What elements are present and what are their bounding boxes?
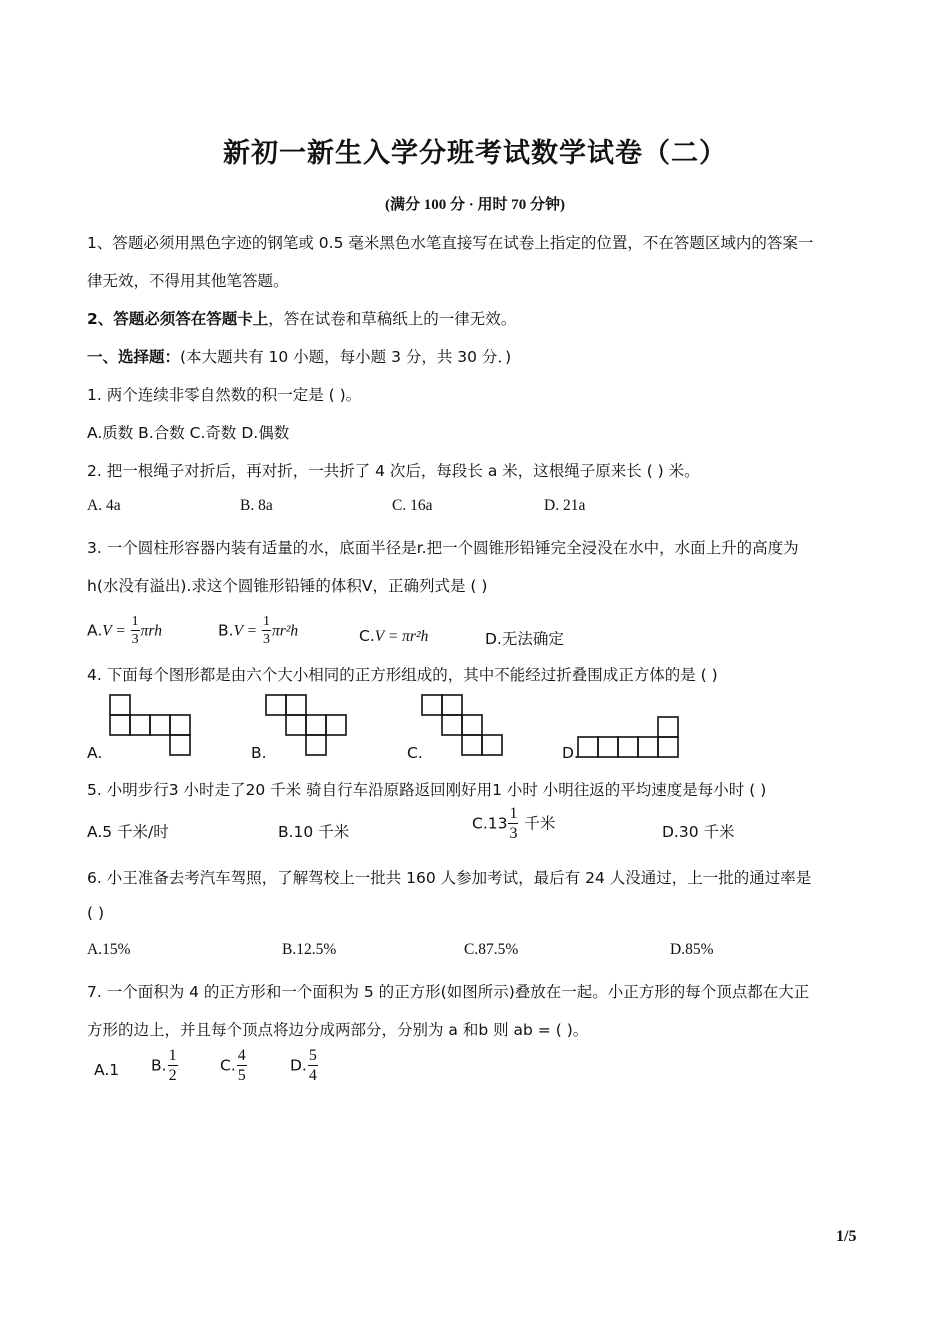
exam-subtitle: (满分 100 分 · 用时 70 分钟) xyxy=(385,197,565,213)
question-1-options: A.质数 B.合数 C.奇数 D.偶数 xyxy=(87,424,290,442)
question-2-option-d: D. 21a xyxy=(544,497,586,514)
question-3-text-line-2: h(水没有溢出).求这个圆锥形铅锤的体积V，正确列式是 ( ) xyxy=(87,577,488,595)
section-header xyxy=(87,345,511,367)
option-c-numerator: 1 xyxy=(509,805,518,822)
option-a-formula: V = xyxy=(102,622,130,640)
option-c-prefix: C. xyxy=(359,627,375,645)
option-c-numerator: 4 xyxy=(237,1047,246,1064)
question-5-option-c xyxy=(472,806,555,842)
net-a-label: A. xyxy=(87,744,103,762)
question-2-text: 2. 把一根绳子对折后，再对折，一共折了 4 次后，每段长 a 米，这根绳子原来长 ( ) 米。 xyxy=(87,462,700,480)
option-d-denominator: 4 xyxy=(308,1067,317,1084)
question-2-option-c: C. 16a xyxy=(392,497,433,514)
option-b-numerator: 1 xyxy=(262,614,270,629)
question-3-option-c xyxy=(359,627,428,646)
net-d-label: D. xyxy=(562,744,579,762)
question-2-option-a: A. 4a xyxy=(87,497,121,514)
question-5-option-a: A.5 千米/时 xyxy=(87,823,169,841)
question-7-option-b xyxy=(151,1048,179,1084)
question-3-option-b xyxy=(218,615,298,647)
question-7-option-c xyxy=(220,1048,248,1084)
section-desc: (本大题共有 10 小题，每小题 3 分，共 30 分．) xyxy=(180,348,512,366)
option-b-denominator: 2 xyxy=(168,1067,177,1084)
page-number: 1/5 xyxy=(836,1228,857,1245)
note-1-line-1: 1、答题必须用黑色字迹的钢笔或 0.5 毫米黑色水笔直接写在试卷上指定的位置，不在答题区域内的答案一 xyxy=(87,234,814,252)
option-c-denominator: 3 xyxy=(509,825,518,842)
question-3-option-a xyxy=(87,615,162,647)
question-5-option-b: B.10 千米 xyxy=(278,823,350,841)
option-b-numerator: 1 xyxy=(168,1047,177,1064)
option-c-formula: V = πr²h xyxy=(374,628,429,645)
cube-net-b xyxy=(265,694,350,757)
note-1-line-2: 律无效，不得用其他笔答题。 xyxy=(87,272,289,290)
option-b-denominator: 3 xyxy=(262,632,270,647)
question-3-text-line-1: 3. 一个圆柱形容器内装有适量的水，底面半径是r.把一个圆锥形铅锤完全浸没在水中，水面上升的高度为 xyxy=(87,539,799,557)
option-b-prefix: B. xyxy=(218,621,234,640)
question-5-option-d: D.30 千米 xyxy=(662,823,735,841)
question-1-text: 1. 两个连续非零自然数的积一定是 ( )。 xyxy=(87,386,362,404)
option-a-tail: πrh xyxy=(140,622,162,640)
question-2-option-b: B. 8a xyxy=(240,497,273,514)
question-7-option-a: A.1 xyxy=(94,1061,120,1079)
option-d-prefix: D. xyxy=(290,1056,307,1075)
option-d-numerator: 5 xyxy=(308,1047,317,1064)
question-7-option-d xyxy=(290,1048,319,1084)
option-c-prefix: C. xyxy=(220,1056,236,1075)
question-5-text: 5. 小明步行3 小时走了20 千米 骑自行车沿原路返回刚好用1 小时 小明往返的平均速度是每小时 ( ) xyxy=(87,781,767,799)
section-heading: 一、选择题： xyxy=(87,348,181,366)
option-a-prefix: A. xyxy=(87,621,103,640)
note-2-rest: ，答在试卷和草稿纸上的一律无效。 xyxy=(268,310,517,328)
question-4-text: 4. 下面每个图形都是由六个大小相同的正方形组成的，其中不能经过折叠围成正方体的是 ( ) xyxy=(87,666,718,684)
option-c-denominator: 5 xyxy=(237,1067,246,1084)
option-a-numerator: 1 xyxy=(131,614,139,629)
net-c-label: C. xyxy=(407,744,423,762)
question-6-option-c: C.87.5% xyxy=(464,941,519,958)
option-b-prefix: B. xyxy=(151,1056,167,1075)
question-6-text-line-2: ( ) xyxy=(87,904,105,922)
question-7-text-line-1: 7. 一个面积为 4 的正方形和一个面积为 5 的正方形(如图所示)叠放在一起。小正方形的每个顶点都在大正 xyxy=(87,983,810,1001)
cube-net-c xyxy=(421,694,506,757)
page-title: 新初一新生入学分班考试数学试卷（二） xyxy=(223,138,727,169)
option-c-prefix: C.13 xyxy=(472,814,508,833)
note-2 xyxy=(87,307,516,329)
cube-net-a xyxy=(109,694,194,757)
note-2-bold: 2、答题必须答在答题卡上 xyxy=(87,310,269,328)
option-b-tail: πr²h xyxy=(271,622,299,640)
question-3-option-d: D.无法确定 xyxy=(485,630,564,648)
option-b-formula: V = xyxy=(233,622,261,640)
option-a-denominator: 3 xyxy=(131,632,139,647)
question-6-text-line-1: 6. 小王准备去考汽车驾照，了解驾校上一批共 160 人参加考试，最后有 24 人没通过，上一批的通过率是 xyxy=(87,869,812,887)
question-6-option-b: B.12.5% xyxy=(282,941,337,958)
net-b-label: B. xyxy=(251,744,267,762)
question-6-option-d: D.85% xyxy=(670,941,714,958)
question-6-option-a: A.15% xyxy=(87,941,131,958)
question-7-text-line-2: 方形的边上，并且每个顶点将边分成两部分，分别为 a 和b 则 ab = ( )。 xyxy=(87,1021,589,1039)
cube-net-d xyxy=(577,716,682,759)
option-c-unit: 千米 xyxy=(519,814,556,833)
